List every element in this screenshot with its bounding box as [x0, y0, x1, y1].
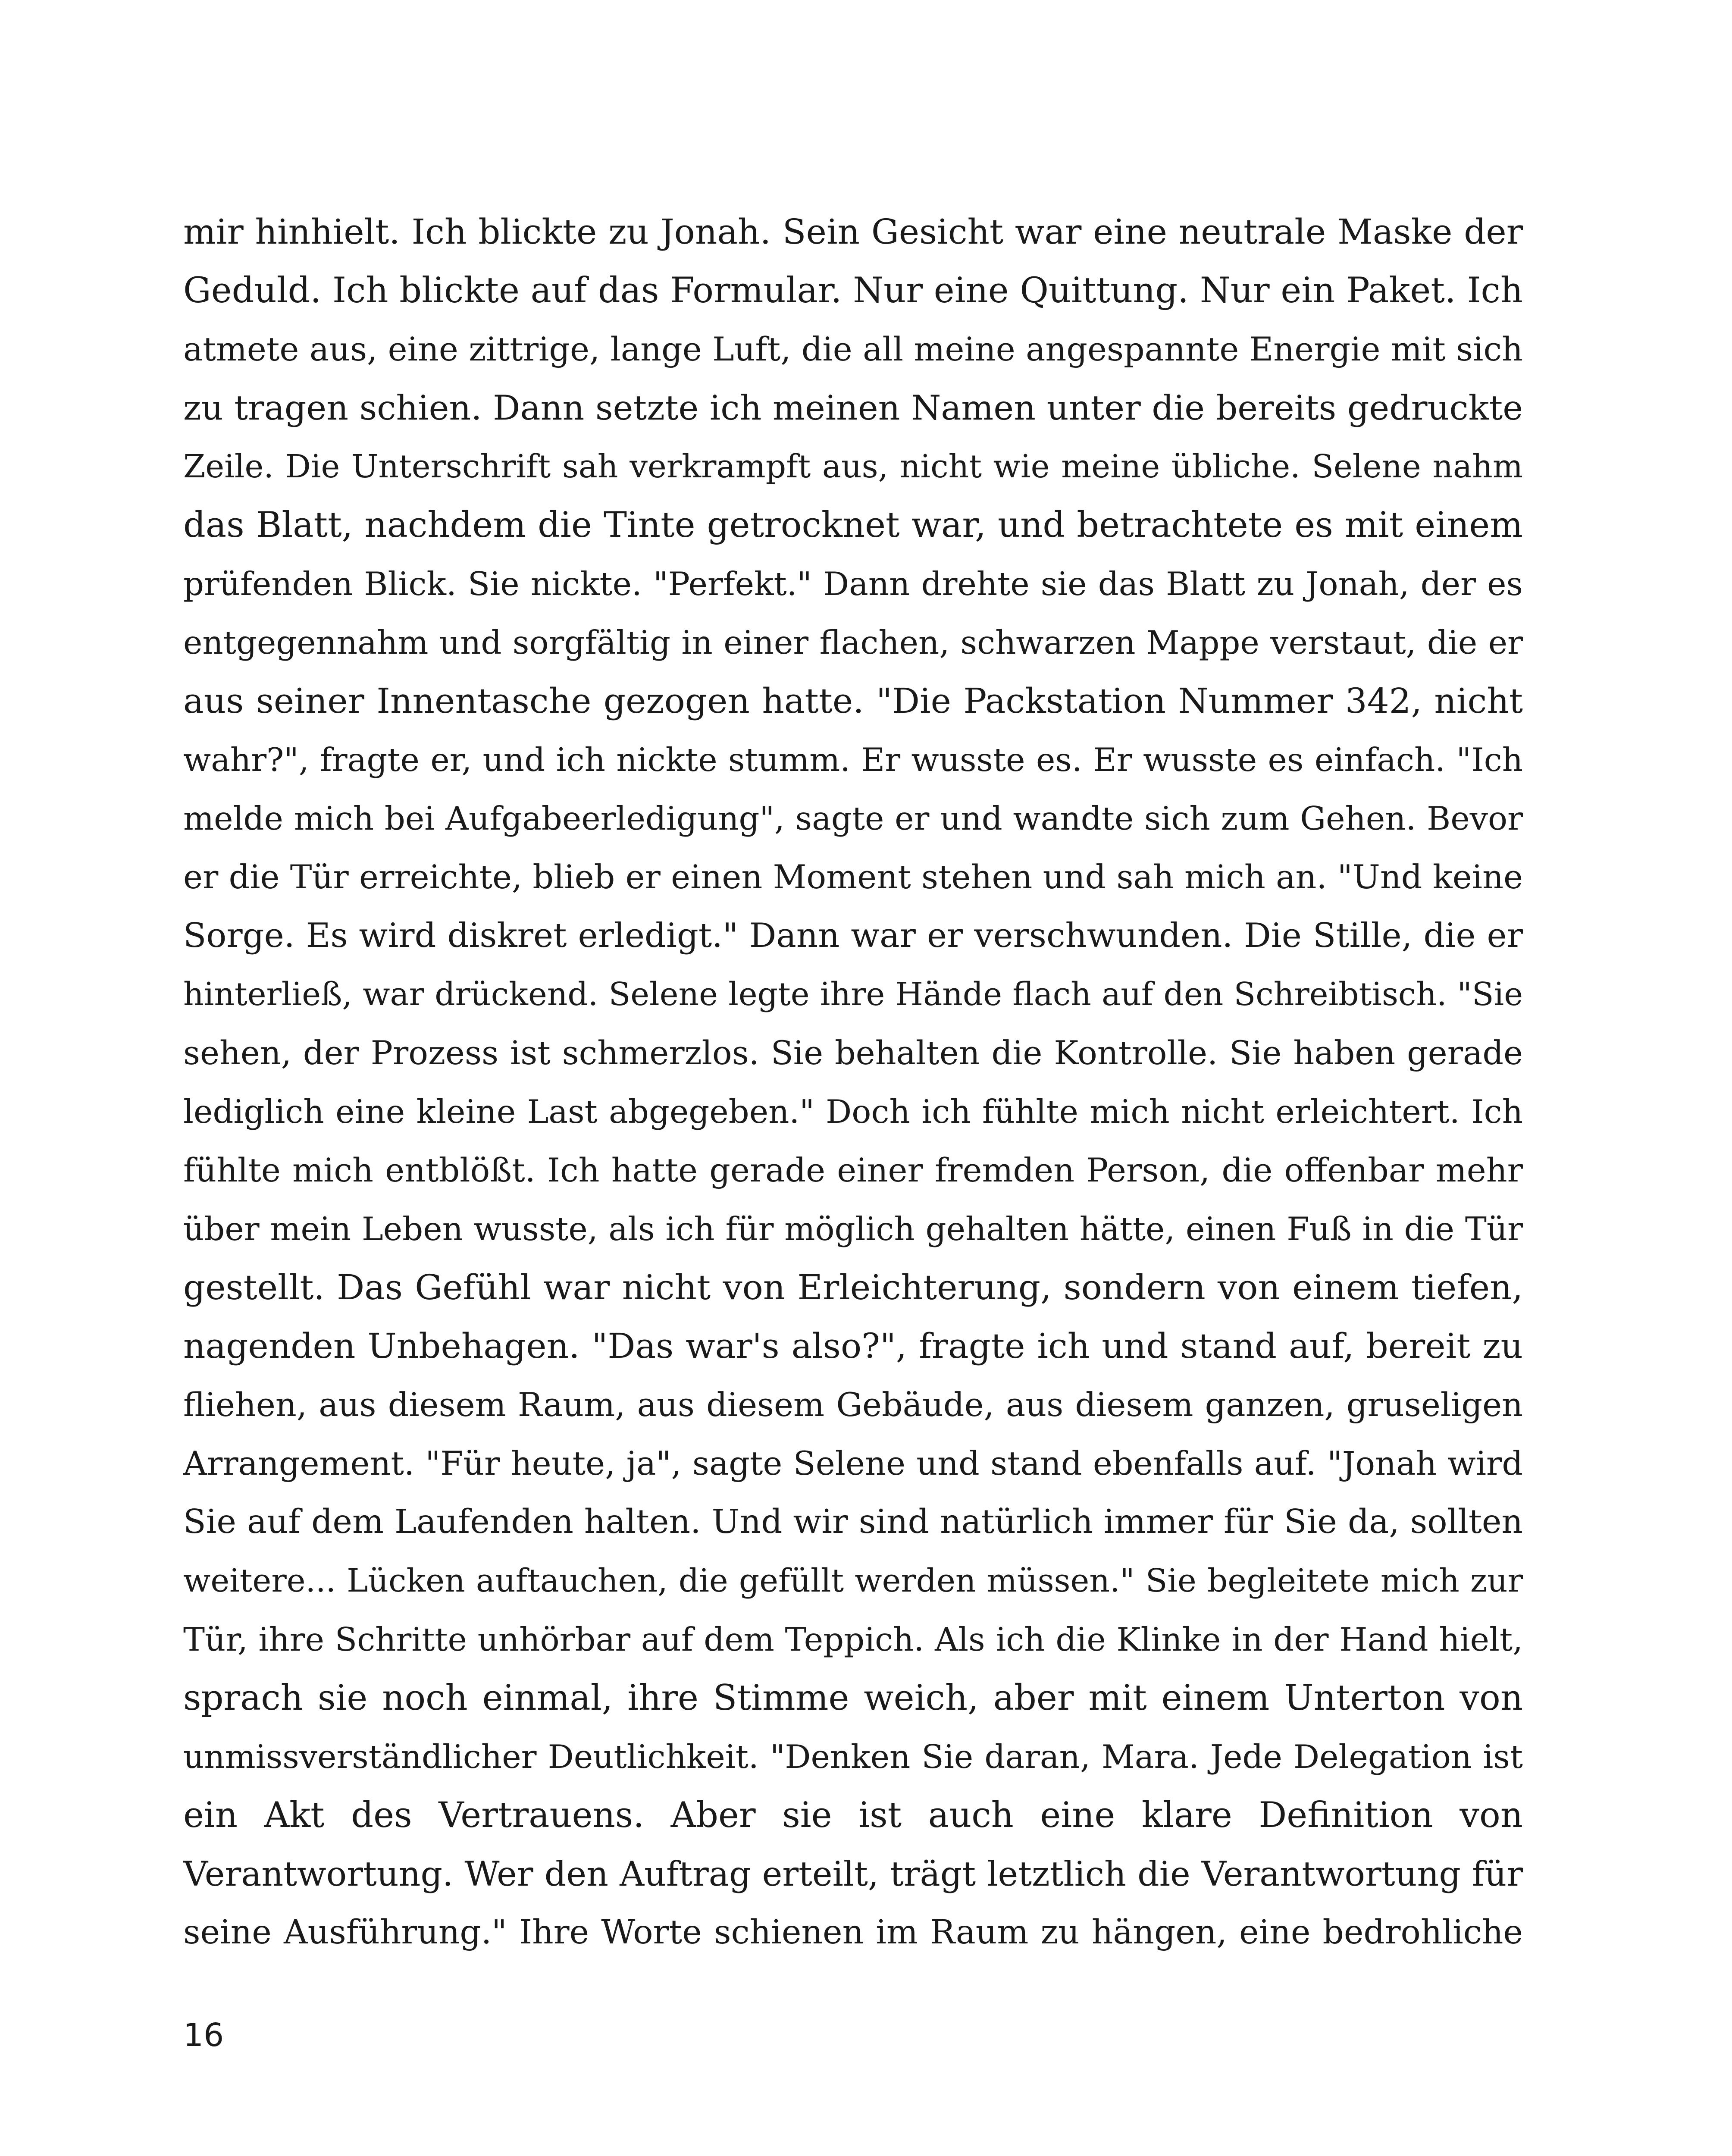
text-line: prüfenden Blick. Sie nickte. "Perfekt." Dann drehte sie das Blatt zu Jonah, der es — [183, 565, 1523, 603]
text-line: Tür, ihre Schritte unhörbar auf dem Teppich. Als ich die Klinke in der Hand hielt, — [183, 1620, 1523, 1658]
text-line: fliehen, aus diesem Raum, aus diesem Gebäude, aus diesem ganzen, gruseligen — [183, 1385, 1523, 1424]
text-line: unmissverständlicher Deutlichkeit. "Denken Sie daran, Mara. Jede Delegation ist — [183, 1738, 1523, 1776]
text-line: fühlte mich entblößt. Ich hatte gerade einer fremden Person, die offenbar mehr — [183, 1151, 1523, 1189]
text-line: atmete aus, eine zittrige, lange Luft, die all meine angespannte Energie mit sich — [183, 330, 1523, 368]
text-line: Sorge. Es wird diskret erledigt." Dann war er verschwunden. Die Stille, die er — [183, 916, 1523, 955]
text-line: ein Akt des Vertrauens. Aber sie ist auch eine klare Definition von — [183, 1795, 1523, 1836]
text-line: hinterließ, war drückend. Selene legte ihre Hände flach auf den Schreibtisch. "Sie — [183, 976, 1523, 1013]
text-line: über mein Leben wusste, als ich für möglich gehalten hätte, einen Fuß in die Tür — [183, 1210, 1523, 1248]
page-number: 16 — [183, 2017, 224, 2054]
text-line: Geduld. Ich blickte auf das Formular. Nur eine Quittung. Nur ein Paket. Ich — [183, 270, 1523, 311]
text-line: das Blatt, nachdem die Tinte getrocknet war, und betrachtete es mit einem — [183, 505, 1523, 545]
text-line: gestellt. Das Gefühl war nicht von Erleichterung, sondern von einem tiefen, — [183, 1267, 1523, 1307]
text-line: zu tragen schien. Dann setzte ich meinen Namen unter die bereits gedruckte — [183, 388, 1523, 428]
text-line: sehen, der Prozess ist schmerzlos. Sie behalten die Kontrolle. Sie haben gerade — [183, 1034, 1523, 1072]
text-line: Verantwortung. Wer den Auftrag erteilt, trägt letztlich die Verantwortung für — [183, 1854, 1523, 1894]
text-line: melde mich bei Aufgabeerledigung", sagte er und wandte sich zum Gehen. Bevor — [183, 799, 1523, 837]
text-line: nagenden Unbehagen. "Das war's also?", fragte ich und stand auf, bereit zu — [183, 1326, 1523, 1366]
text-line: aus seiner Innentasche gezogen hatte. "Die Packstation Nummer 342, nicht — [183, 681, 1523, 721]
text-line: er die Tür erreichte, blieb er einen Moment stehen und sah mich an. "Und keine — [183, 858, 1523, 896]
body-text — [183, 203, 1523, 1962]
text-line: seine Ausführung." Ihre Worte schienen im Raum zu hängen, eine bedrohliche — [183, 1913, 1523, 1952]
text-line: wahr?", fragte er, und ich nickte stumm. Er wusste es. Er wusste es einfach. "Ich — [183, 741, 1523, 779]
text-line: weitere... Lücken auftauchen, die gefüllt werden müssen." Sie begleitete mich zur — [183, 1562, 1523, 1599]
text-line: Zeile. Die Unterschrift sah verkrampft aus, nicht wie meine übliche. Selene nahm — [183, 448, 1523, 485]
text-line: lediglich eine kleine Last abgegeben." Doch ich fühlte mich nicht erleichtert. Ich — [183, 1093, 1523, 1131]
text-line: mir hinhielt. Ich blickte zu Jonah. Sein Gesicht war eine neutrale Maske der — [183, 212, 1523, 252]
text-line: sprach sie noch einmal, ihre Stimme weich, aber mit einem Unterton von — [183, 1678, 1523, 1718]
text-line: entgegennahm und sorgfältig in einer flachen, schwarzen Mappe verstaut, die er — [183, 624, 1523, 661]
text-line: Sie auf dem Laufenden halten. Und wir sind natürlich immer für Sie da, sollten — [183, 1503, 1523, 1541]
text-line: Arrangement. "Für heute, ja", sagte Selene und stand ebenfalls auf. "Jonah wird — [183, 1444, 1523, 1482]
